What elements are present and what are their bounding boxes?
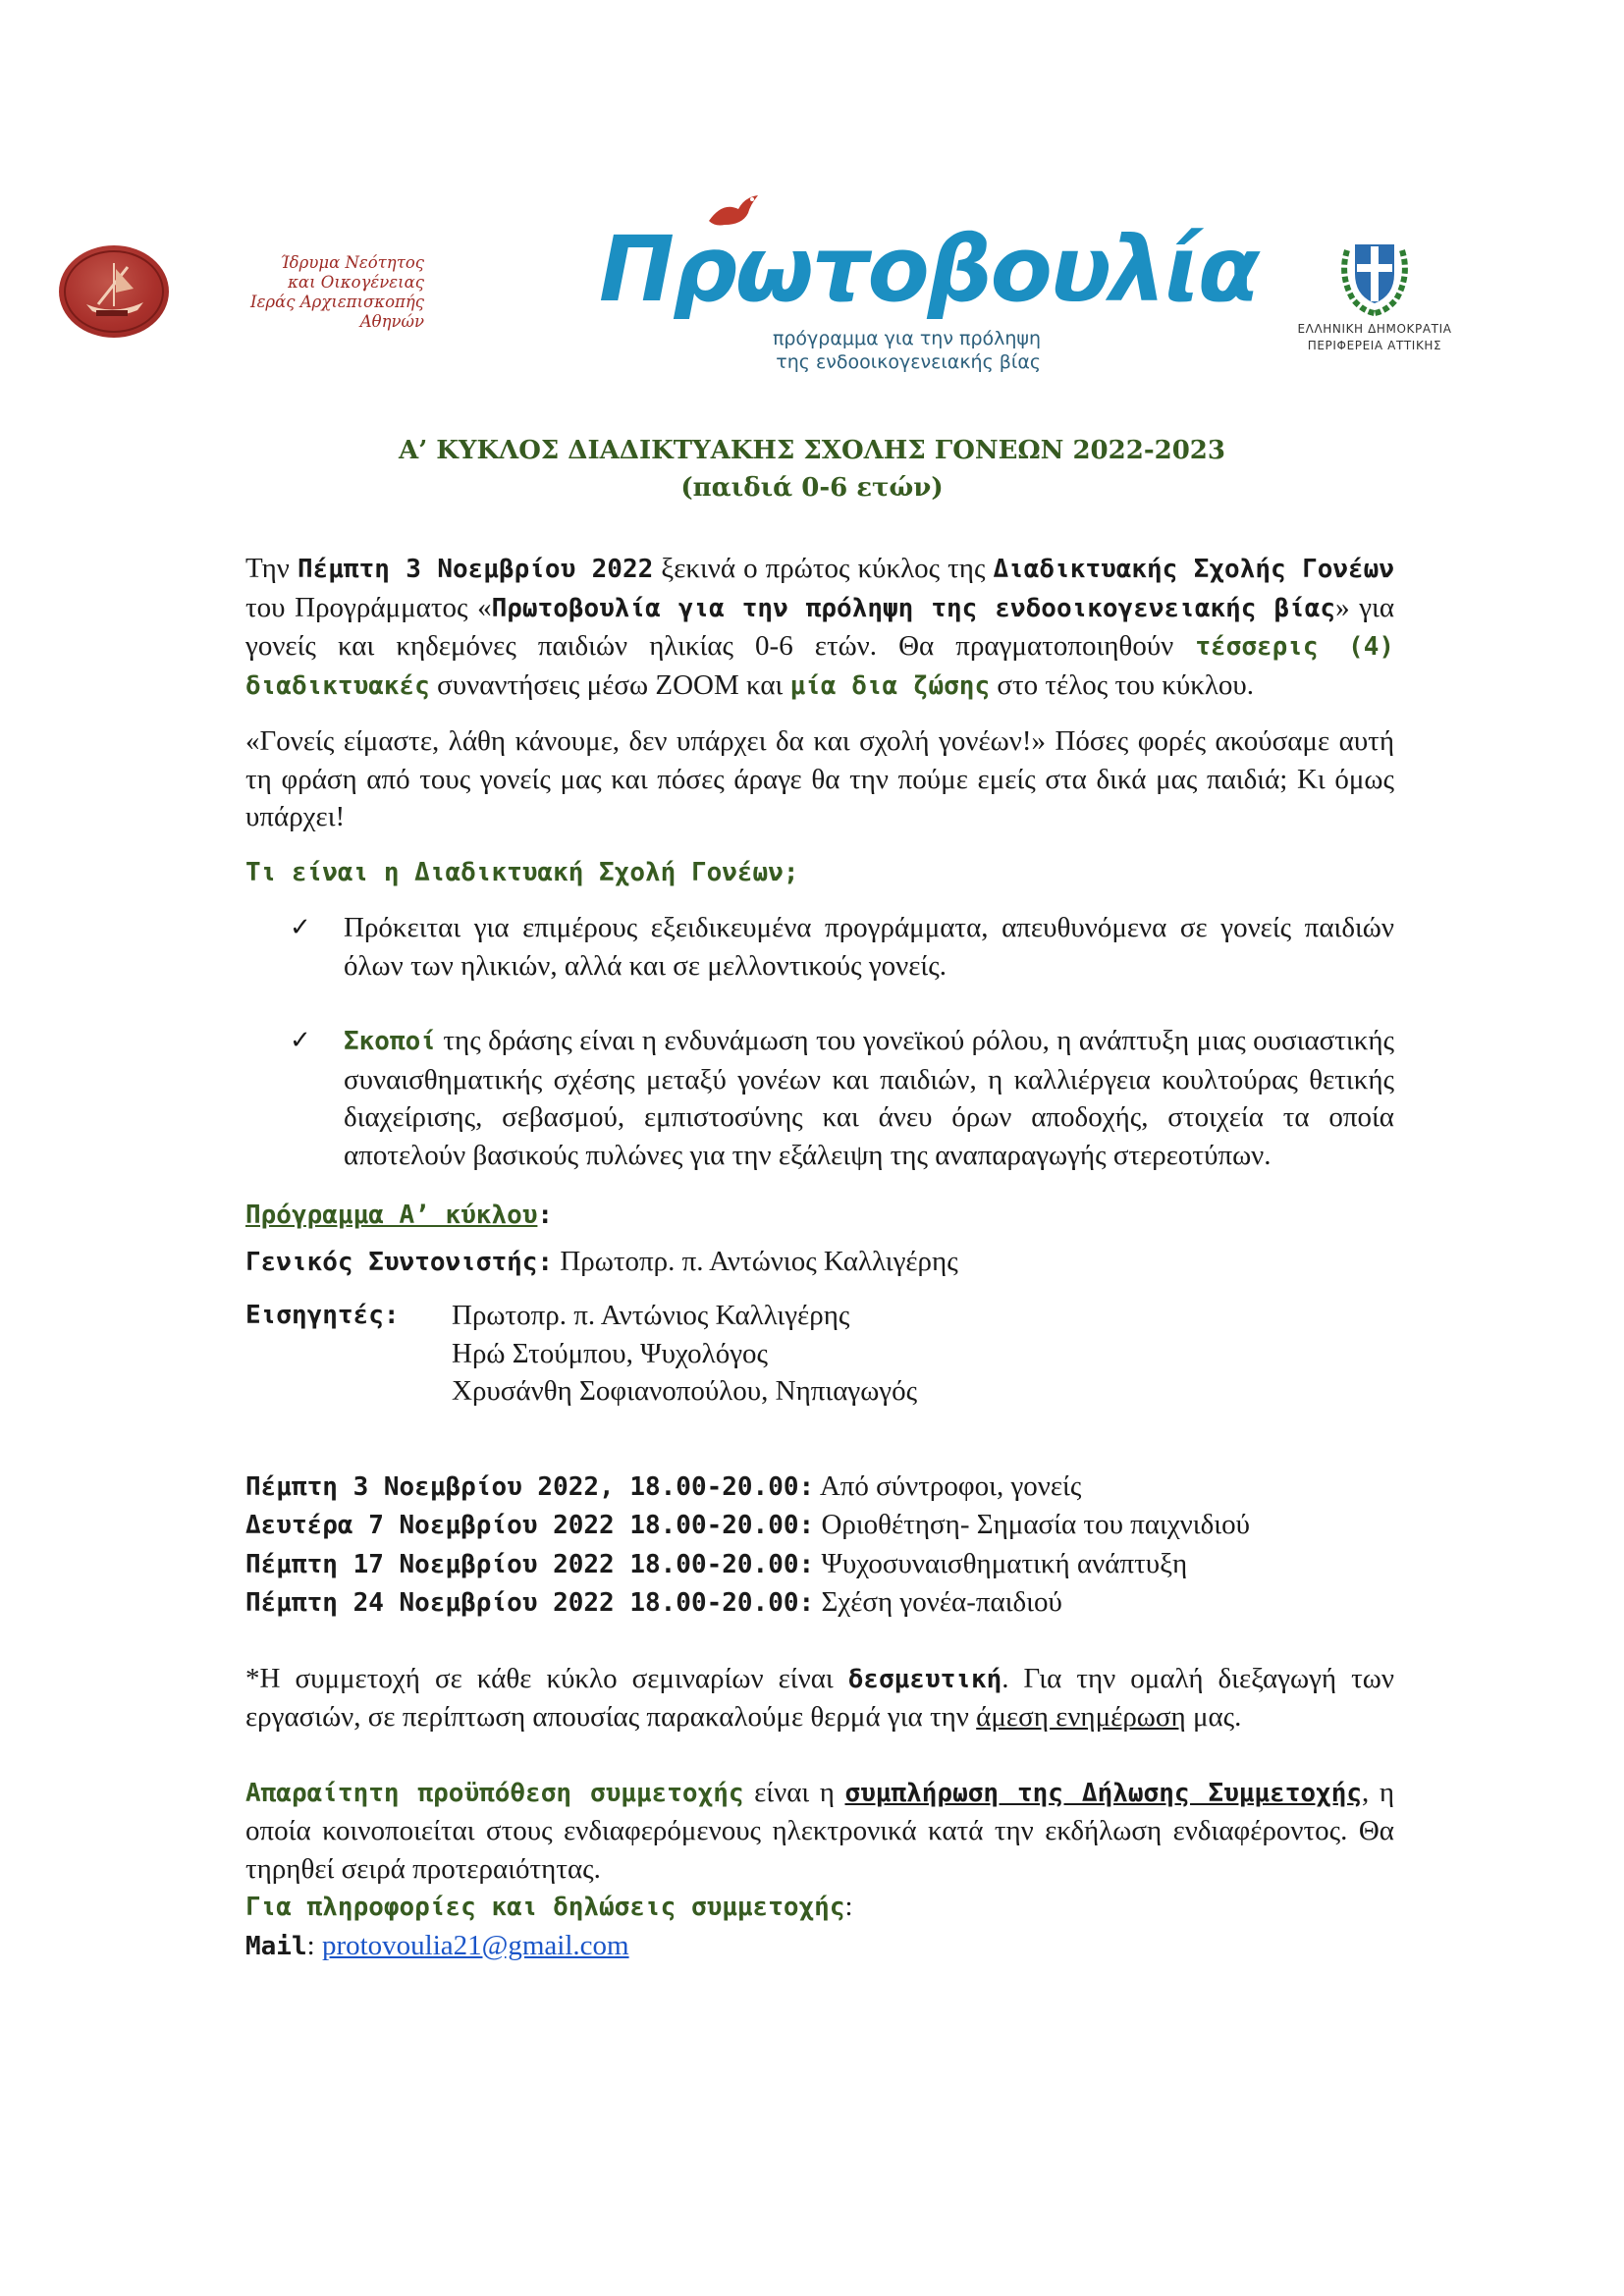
protovoulia-logo xyxy=(589,191,1259,378)
program-heading: Πρόγραμμα Α’ κύκλου: xyxy=(245,1201,554,1230)
foundation-seal-icon xyxy=(59,245,169,338)
page-title: Α’ ΚΥΚΛΟΣ ΔΙΑΔΙΚΤΥΑΚΗΣ ΣΧΟΛΗΣ ΓΟΝΕΩΝ 2022-2023 (παιδιά 0-6 ετών) xyxy=(399,436,1225,503)
government-logo xyxy=(1276,221,1473,358)
lecturers-block xyxy=(245,1297,1394,1411)
quote-paragraph: «Γονείς είμαστε, λάθη κάνουμε, δεν υπάρχει δα και σχολή γονέων!» Πόσες φορές ακούσαμε αυτή τη φράση από τους γονείς μας και πόσες άραγε θα την πούμε εμείς στα δικά μας παιδιά; Κι όμως υπάρχει! xyxy=(245,725,1394,832)
contact-mail-line: Mail: protovoulia21@gmail.com xyxy=(245,1929,629,1961)
checkmark-icon: ✓ xyxy=(290,1026,311,1055)
what-is-heading: Τι είναι η Διαδικτυακή Σχολή Γονέων; xyxy=(245,857,799,887)
foundation-name: Ίδρυμα Νεότητος και Οικογένειας Ιεράς Αρχιεπισκοπής Αθηνών xyxy=(250,253,424,331)
schedule-item: Πέμπτη 3 Νοεμβρίου 2022, 18.00-20.00: Από σύντροφοι, γονείς xyxy=(245,1469,1082,1502)
schedule-item: Δευτέρα 7 Νοεμβρίου 2022 18.00-20.00: Οριοθέτηση- Σημασία του παιχνιδιού xyxy=(245,1509,1250,1540)
coordinator-line: Γενικός Συντονιστής: Πρωτοπρ. π. Αντώνιος Καλλιγέρης xyxy=(245,1245,958,1277)
foundation-logo xyxy=(59,245,424,344)
government-name: ΕΛΛΗΝΙΚΗ ΔΗΜΟΚΡΑΤΙΑ ΠΕΡΙΦΕΡΕΙΑ ΑΤΤΙΚΗΣ xyxy=(1297,322,1452,352)
list-item: ✓ Σκοποί της δράσης είναι η ενδυνάμωση του γονεϊκού ρόλου, η ανάπτυξη μιας ουσιαστικής συναισθηματικής σχέσης μεταξύ γονέων και παιδιών, η καλλιέργεια κουλτούρας θετικής διαχείρισης, σεβασμού, εμπιστοσύνης και άνευ όρων αποδοχής, στοιχεία τα οποία αποτελούν βασικούς πυλώνες για την εξάλειψη της αναπαραγωγής στερεοτύπων. xyxy=(344,1022,1394,1174)
list-item: ✓ Πρόκειται για επιμέρους εξειδικευμένα προγράμματα, απευθυνόμενα σε γονείς παιδιών όλων των ηλικιών, αλλά και σε μελλοντικούς γονείς. xyxy=(344,909,1394,985)
lecturers-list xyxy=(452,1297,917,1411)
lecturers-label: Εισηγητές: xyxy=(245,1301,400,1330)
brand-name: Πρωτοβουλία xyxy=(599,217,1259,322)
contact-heading: Για πληροφορίες και δηλώσεις συμμετοχής: xyxy=(245,1891,853,1922)
lecturer: Πρωτοπρ. π. Αντώνιος Καλλιγέρης xyxy=(452,1300,850,1331)
document-body xyxy=(245,550,1394,1965)
greek-emblem-icon xyxy=(1333,231,1416,317)
intro-paragraph: Την Πέμπτη 3 Νοεμβρίου 2022 ξεκινά ο πρώτος κύκλος της Διαδικτυακής Σχολής Γονέων του Προγράμματος «Πρωτοβουλία για την πρόληψη της ενδοοικογενειακής βίας» για γονείς και κηδεμόνες παιδιών ηλικίας 0-6 ετών. Θα πραγματοποιηθούν τέσσερις (4) διαδικτυακές συναντήσεις μέσω ZOOM και μία δια ζώσης στο τέλος του κύκλου. xyxy=(245,553,1395,701)
schedule-list xyxy=(245,1468,1394,1623)
schedule-item: Πέμπτη 17 Νοεμβρίου 2022 18.00-20.00: Ψυχοσυναισθηματική ανάπτυξη xyxy=(245,1547,1188,1579)
participation-note: *Η συμμετοχή σε κάθε κύκλο σεμιναρίων είναι δεσμευτική. Για την ομαλή διεξαγωγή των εργασιών, σε περίπτωση απουσίας παρακαλούμε θερμά για την άμεση ενημέρωση μας. xyxy=(245,1662,1394,1733)
bullet-list xyxy=(245,909,1394,1174)
requirement-paragraph: Απαραίτητη προϋπόθεση συμμετοχής είναι η συμπλήρωση της Δήλωσης Συμμετοχής, η οποία κοινοποιείται στους ενδιαφερόμενους ηλεκτρονικά κατά την εκδήλωση ενδιαφέροντος. Θα τηρηθεί σειρά προτεραιότητας. xyxy=(245,1776,1394,1885)
lecturer: Ηρώ Στούμπου, Ψυχολόγος xyxy=(452,1337,769,1369)
brand-tagline: πρόγραμμα για την πρόληψη της ενδοοικογενειακής βίας xyxy=(772,328,1041,373)
lecturer: Χρυσάνθη Σοφιανοπούλου, Νηπιαγωγός xyxy=(452,1375,918,1407)
checkmark-icon: ✓ xyxy=(290,913,311,942)
schedule-item: Πέμπτη 24 Νοεμβρίου 2022 18.00-20.00: Σχέση γονέα-παιδιού xyxy=(245,1586,1062,1618)
email-link[interactable]: protovoulia21@gmail.com xyxy=(321,1929,629,1961)
